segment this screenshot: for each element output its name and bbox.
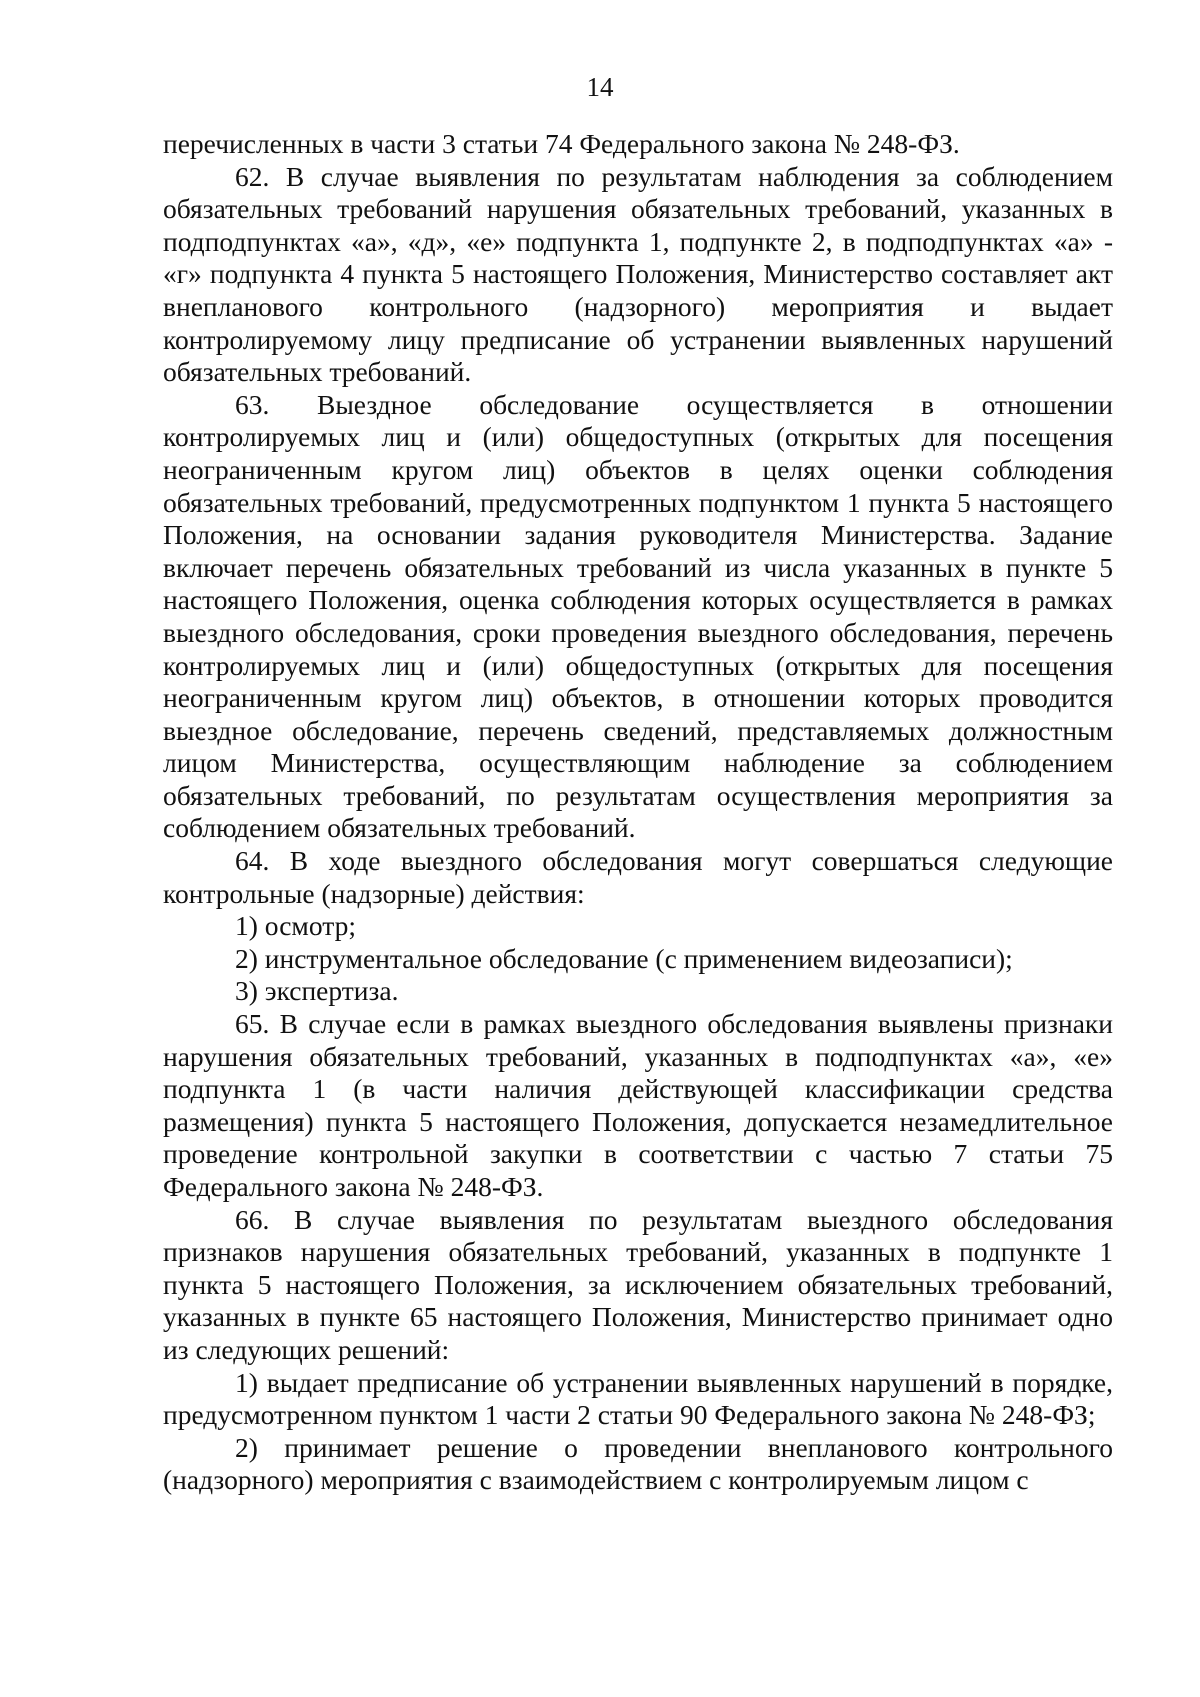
- paragraph-continuation: перечисленных в части 3 статьи 74 Федерального закона № 248-ФЗ.: [163, 128, 960, 159]
- paragraph-64: 64. В ходе выездного обследования могут совершаться следующие контрольные (надзорные) действия:: [163, 845, 1113, 909]
- page-number: 14: [586, 72, 614, 102]
- list-item-inspection: 1) осмотр;: [235, 910, 356, 942]
- list-item-instrumental-survey: 2) инструментальное обследование (с применением видеозаписи);: [235, 942, 1013, 974]
- paragraph-65: 65. В случае если в рамках выездного обследования выявлены признаки нарушения обязательных требований, указанных в подподпунктах «а», «е» подпункта 1 (в части наличия действующей классификации средства размещения) пункта 5 настоящего Положения, допускается незамедлительное проведение контрольной закупки в соответствии с частью 7 статьи 75 Федерального закона № 248-ФЗ.: [163, 1008, 1113, 1202]
- list-item-unscheduled-inspection: 2) принимает решение о проведении внепланового контрольного (надзорного) мероприятия с взаимодействием с контролируемым лицом с: [163, 1431, 1113, 1496]
- paragraph-63: 63. Выездное обследование осуществляется в отношении контролируемых лиц и (или) общедоступных (открытых для посещения неограниченным кругом лиц) объектов в целях оценки соблюдения обязательных требований, предусмотренных подпунктом 1 пункта 5 настоящего Положения, на основании задания руководителя Министерства. Задание включает перечень обязательных требований из числа указанных в пункте 5 настоящего Положения, оценка соблюдения которых осуществляется в рамках выездного обследования, сроки проведения выездного обследования, перечень контролируемых лиц и (или) общедоступных (открытых для посещения неограниченным кругом лиц) объектов, в отношении которых проводится выездное обследование, перечень сведений, представляемых должностным лицом Министерства, осуществляющим наблюдение за соблюдением обязательных требований, по результатам осуществления мероприятия за соблюдением обязательных требований.: [163, 388, 1113, 844]
- document-body: [163, 128, 1113, 1497]
- list-item-issue-order: 1) выдает предписание об устранении выявленных нарушений в порядке, предусмотренном пунктом 1 части 2 статьи 90 Федерального закона № 248-ФЗ;: [163, 1366, 1113, 1431]
- list-item-expertise: 3) экспертиза.: [235, 975, 399, 1007]
- paragraph-62: 62. В случае выявления по результатам наблюдения за соблюдением обязательных требований нарушения обязательных требований, указанных в подподпунктах «а», «д», «е» подпункта 1, подпункте 2, в подподпунктах «а» - «г» подпункта 4 пункта 5 настоящего Положения, Министерство составляет акт внепланового контрольного (надзорного) мероприятия и выдает контролируемому лицу предписание об устранении выявленных нарушений обязательных требований.: [163, 160, 1113, 388]
- paragraph-66: 66. В случае выявления по результатам выездного обследования признаков нарушения обязательных требований, указанных в подпункте 1 пункта 5 настоящего Положения, за исключением обязательных требований, указанных в пункте 65 настоящего Положения, Министерство принимает одно из следующих решений:: [163, 1203, 1113, 1365]
